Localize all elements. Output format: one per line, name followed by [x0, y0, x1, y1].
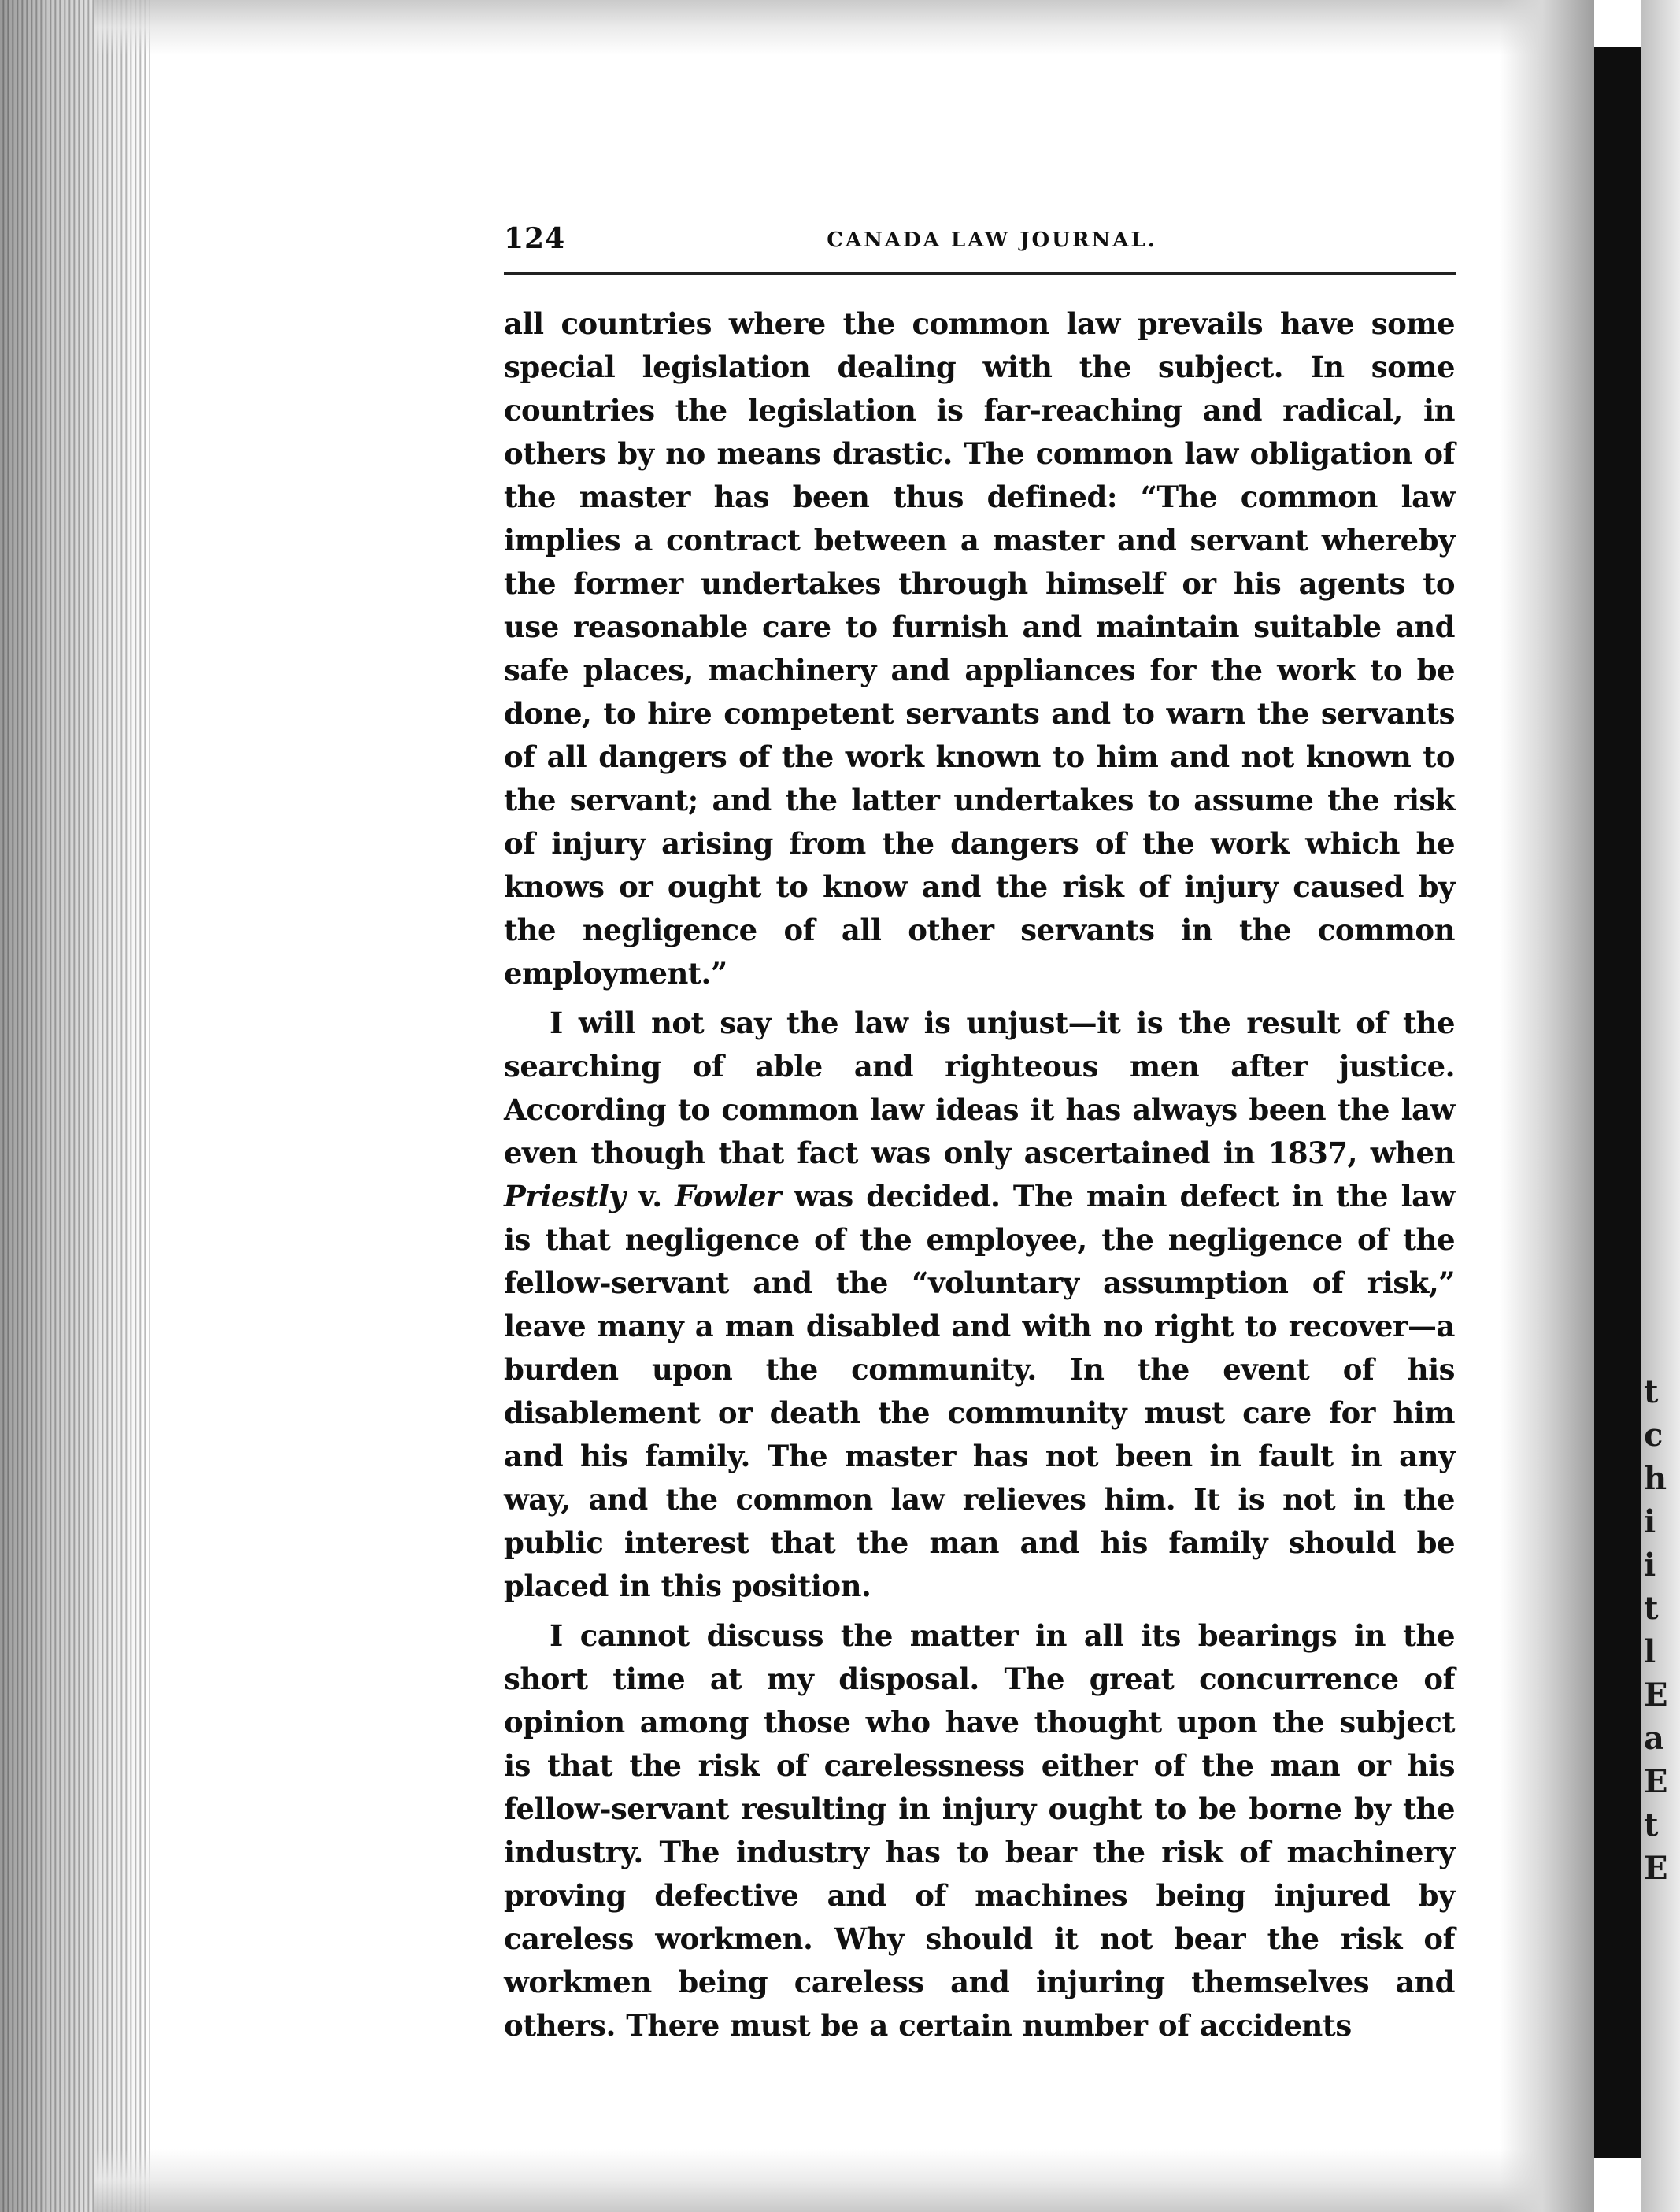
case-defendant: Fowler: [675, 1179, 781, 1213]
page-binding-edge: [0, 0, 150, 2212]
paragraph-1: all countries where the common law prevails have some special legislation dealing with the subject. In some countries the legislation is far-reaching and radical, in others by no means drastic. The common law obligation of the master has been thus defined: “The common law implies a contract between a master and servant whereby the former undertakes through himself or his agents to use reasonable care to furnish and maintain suitable and safe places, machinery and appliances for the work to be done, to hire competent servants and to warn the servants of all dangers of the work known to him and not known to the servant; and the latter undertakes to assume the risk of injury arising from the dangers of the work which he knows or ought to know and the risk of injury caused by the negligence of all other servants in the common employment.”: [504, 306, 1455, 991]
page-bottom-edge: [94, 2149, 1590, 2212]
page-right-gutter: [1500, 0, 1594, 2212]
page-header: [504, 222, 1456, 260]
paragraph-2-text-a: I will not say the law is unjust—it is the result of the searching of able and righteous men after justice. According to common law ideas it has always been the law even though that fact was only ascertained in 1837, when: [504, 1006, 1455, 1170]
paragraph-2-text-b: was decided. The main defect in the law is that negligence of the employee, the negligence of the fellow-servant and the “voluntary assumption of risk,” leave many a man disabled and with no right to recover—a burden upon the community. In the event of his disablement or death the community must care for him and his family. The master has not been in fault in any way, and the common law relieves him. It is not in the public interest that the man and his family should be placed in this position.: [504, 1179, 1456, 1603]
paragraph-2: [504, 1002, 1455, 1608]
page-number: 124: [504, 222, 566, 255]
header-rule: [504, 272, 1456, 275]
page-top-edge: [94, 0, 1590, 55]
article-body: [504, 302, 1455, 2047]
running-title: CANADA LAW JOURNAL.: [827, 228, 1157, 252]
case-plaintiff: Priestly: [504, 1179, 626, 1213]
paragraph-3: I cannot discuss the matter in all its bearings in the short time at my disposal. The great concurrence of opinion among those who have thought upon the subject is that the risk of carelessness either of the man or his fellow-servant resulting in injury ought to be borne by the industry. The industry has to bear the risk of machinery proving defective and of machines being injured by careless workmen. Why should it not bear the risk of workmen being careless and injuring themselves and others. There must be a certain number of accidents: [504, 1618, 1455, 2043]
page-gutter-shadow: [1594, 47, 1641, 2158]
case-versus: v.: [625, 1179, 675, 1213]
next-page-letters: t c h i i t l E a E t E: [1644, 1373, 1668, 1887]
